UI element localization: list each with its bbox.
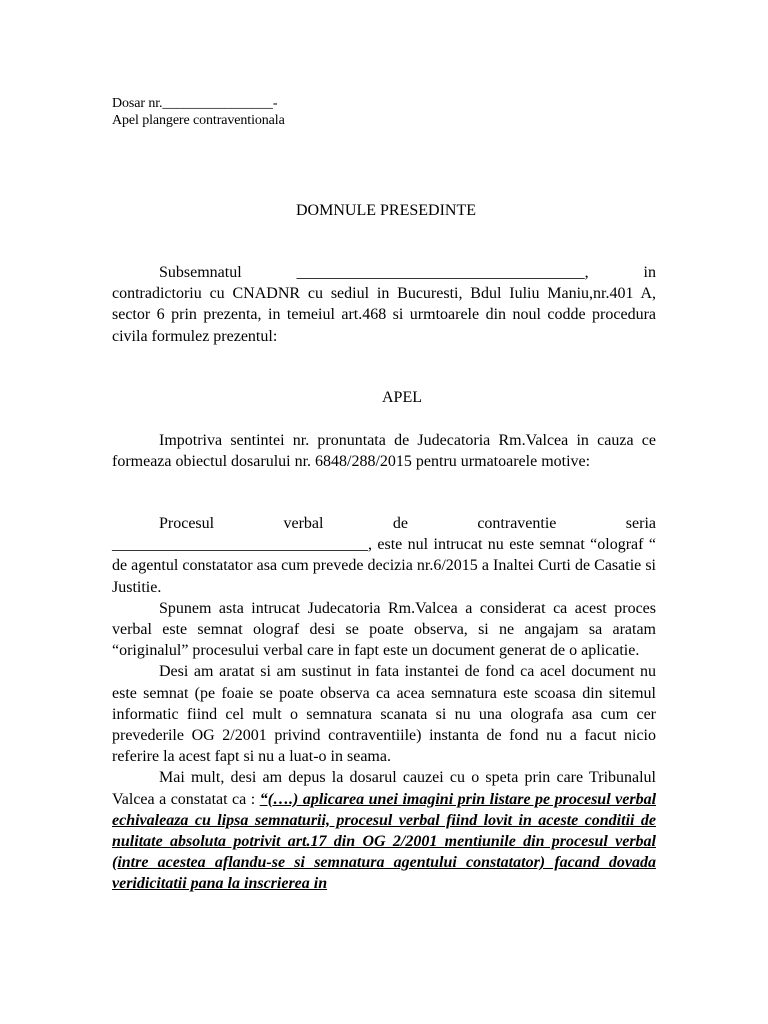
document-title: DOMNULE PRESEDINTE	[296, 202, 476, 219]
proces-word: seria	[625, 515, 656, 532]
proces-word: verbal	[283, 515, 324, 532]
name-blank: ____________________________________,	[296, 264, 589, 281]
intro-first-line	[112, 262, 656, 283]
document-header	[112, 95, 285, 129]
proces-word: Procesul	[159, 515, 215, 532]
proces-word: contraventie	[477, 515, 557, 532]
case-subject-line: Apel plangere contraventionala	[112, 113, 285, 128]
paragraph-desi: Desi am aratat si am sustinut in fata instantei de fond ca acel document nu este semnat (pe foaie se poate observa ca acea semnatura este scoasa din sitemul informatic fiind cel mult o semnatura scanata si nu una olografa asa cum cer prevederile OG 2/2001 privind contraventiile) instanta de fond nu a facut nicio referire la acest fapt si nu a luat-o in seama.	[112, 663, 656, 766]
proces-text: ________________________________, este nul intrucat nu este semnat “olograf “ de agentul constatator asa cum prevede decizia nr.6/2015 a Inaltei Curti de Casatie si Justitie.	[112, 536, 656, 596]
paragraph-impotriva	[112, 430, 656, 472]
paragraph-mai-mult	[112, 767, 656, 894]
tribunal-quote: “(….) aplicarea unei imagini prin listare pe procesul verbal echivaleaza cu lipsa semnaturii, procesul verbal fiind lovit in aceste conditii de nulitate absoluta potrivit art.17 din OG 2/2001 mentiunile din procesul verbal (intre acestea aflandu-se si semnatura agentului constatator) facand dovada veridicitatii pana la inscrierea in	[112, 790, 657, 893]
proces-first-line	[112, 513, 656, 534]
intro-paragraph	[112, 262, 656, 347]
proces-word: de	[392, 515, 408, 532]
case-number-line: Dosar nr.________________-	[112, 96, 278, 111]
paragraph-impotriva-text: Impotriva sentintei nr. pronuntata de Judecatoria Rm.Valcea in cauza ce formeaza obiectul dosarului nr. 6848/288/2015 pentru urmatoarele motive:	[112, 432, 656, 471]
mai-mult-lead: Mai mult, desi am depus la dosarul cauzei cu o speta prin care Tribunalul Valcea a constatat ca :	[112, 769, 656, 808]
intro-text: contradictoriu cu CNADNR cu sediul in Bucuresti, Bdul Iuliu Maniu,nr.401 A, sector 6 prin prezenta, in temeiul art.468 si urmtoarele din noul codde procedura civila formulez prezentul:	[112, 285, 656, 345]
intro-word: in	[643, 264, 656, 281]
paragraph-spunem: Spunem asta intrucat Judecatoria Rm.Valcea a considerat ca acest proces verbal este semnat olograf desi se poate observa, si ne angajam sa aratam “originalul” procesului verbal care in fapt este un document generat de o aplicatie.	[112, 599, 656, 660]
apel-heading: APEL	[382, 389, 422, 406]
intro-word: Subsemnatul	[159, 264, 242, 281]
main-arguments	[112, 513, 656, 895]
